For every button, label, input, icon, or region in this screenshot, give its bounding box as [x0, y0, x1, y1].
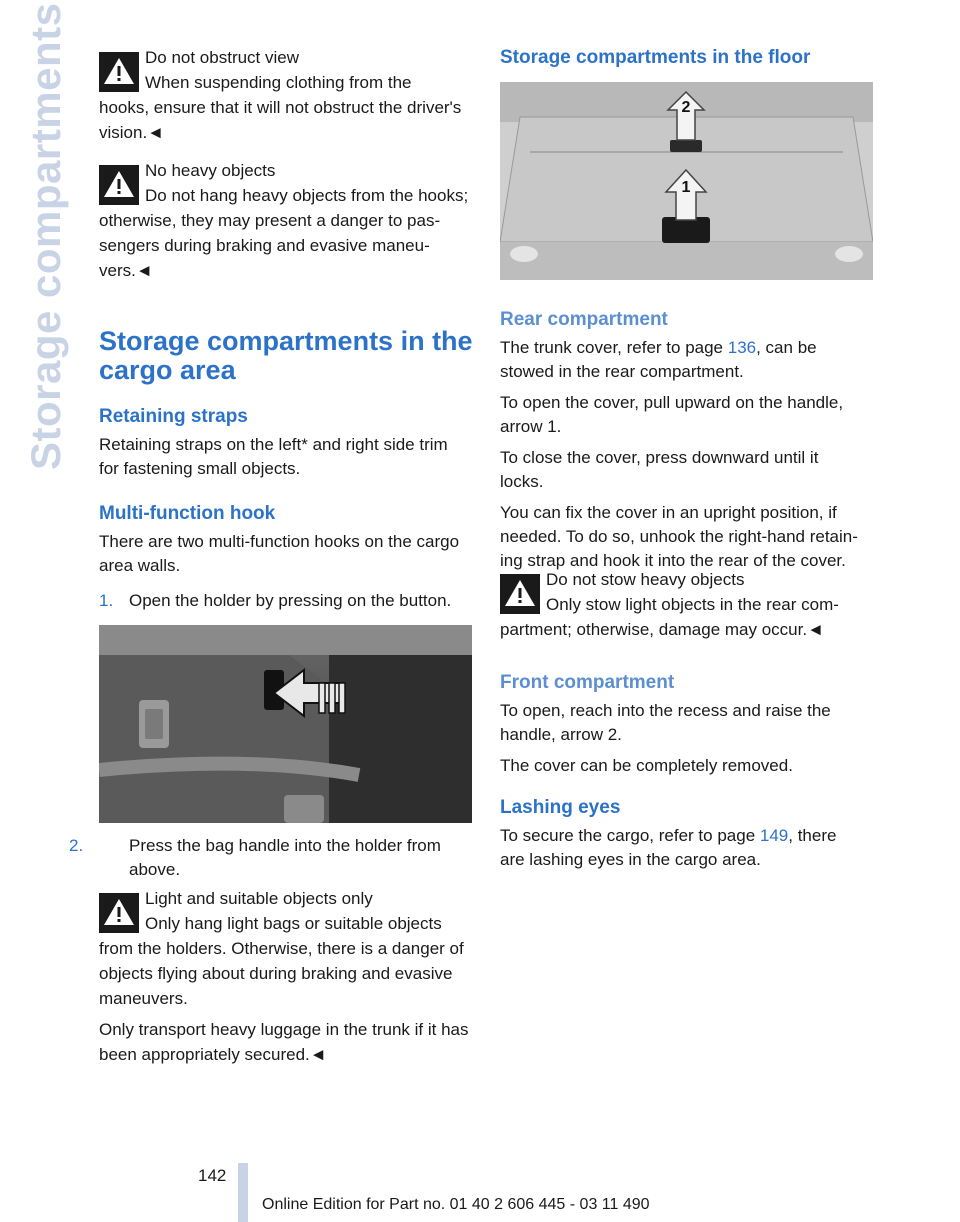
front-compartment-section	[500, 671, 874, 778]
warning-text: otherwise, they may present a danger to pas-	[99, 211, 441, 230]
body-text: Retaining straps on the left* and right side trim	[99, 435, 448, 454]
body-text: To open, reach into the recess and raise the	[500, 701, 831, 720]
body-text-part: The trunk cover, refer to page	[500, 338, 728, 357]
warning-text: hooks, ensure that it will not obstruct the driver's	[99, 98, 462, 117]
body-text	[500, 336, 874, 360]
step-text: above.	[129, 860, 181, 879]
warning-title: Do not stow heavy objects	[546, 570, 745, 589]
warning-text: sengers during braking and evasive maneu-	[99, 236, 430, 255]
warning-text: been appropriately secured.◄	[99, 1045, 327, 1064]
warning-text: maneuvers.	[99, 989, 188, 1008]
body-text: There are two multi-function hooks on the cargo	[99, 532, 460, 551]
hook-holder-illustration	[99, 625, 472, 823]
warning-text: Only stow light objects in the rear com-	[546, 595, 839, 614]
body-text-part: , can be	[756, 338, 817, 357]
body-text: The cover can be completely removed.	[500, 756, 793, 775]
warning-title: No heavy objects	[145, 161, 276, 180]
body-text: for fastening small objects.	[99, 459, 301, 478]
heading-line: Storage compartments in the	[99, 326, 473, 356]
body-text: needed. To do so, unhook the right-hand retain-	[500, 527, 858, 546]
online-edition-text: Online Edition for Part no. 01 40 2 606 445 - 03 11 490	[262, 1196, 650, 1213]
rear-compartment-section	[500, 308, 874, 573]
step-number: 1.	[99, 591, 114, 610]
warning-text: partment; otherwise, damage may occur.◄	[500, 620, 824, 639]
step-text: Open the holder by pressing on the button.	[129, 591, 452, 610]
floor-compartment-illustration	[500, 82, 873, 280]
step-2	[69, 834, 473, 882]
warning-no-heavy-objects	[99, 159, 473, 283]
page-link-136[interactable]: 136	[727, 338, 757, 357]
page-number: 142	[198, 1166, 227, 1185]
body-text: are lashing eyes in the cargo area.	[500, 850, 761, 869]
step-text: Press the bag handle into the holder from	[129, 836, 441, 855]
footer-divider	[238, 1163, 248, 1222]
warning-icon	[99, 893, 139, 933]
warning-text: When suspending clothing from the	[145, 73, 412, 92]
subheading: Storage compartments in the floor	[500, 47, 811, 68]
figure-arrow-label-2: 2	[681, 99, 691, 116]
warning-title: Light and suitable objects only	[145, 889, 373, 908]
floor-compartment-photo	[500, 82, 873, 280]
heading-line: cargo area	[99, 355, 236, 385]
warning-text: from the holders. Otherwise, there is a danger of	[99, 939, 464, 958]
warning-text: objects flying about during braking and evasive	[99, 964, 453, 983]
body-text: You can fix the cover in an upright position, if	[500, 503, 837, 522]
retaining-straps-section	[99, 405, 473, 481]
step-1	[99, 589, 473, 613]
body-text: handle, arrow 2.	[500, 725, 622, 744]
body-text-part: , there	[788, 826, 837, 845]
warning-icon	[99, 52, 139, 92]
warning-do-not-stow-heavy	[500, 568, 874, 642]
warning-text: vers.◄	[99, 261, 153, 280]
body-text	[500, 824, 874, 848]
body-text: To open the cover, pull upward on the handle,	[500, 393, 844, 412]
page-link-149[interactable]: 149	[759, 826, 789, 845]
body-text: locks.	[500, 472, 544, 491]
warning-title: Do not obstruct view	[145, 48, 300, 67]
subheading: Front compartment	[500, 672, 675, 693]
figure-arrow-label-1: 1	[681, 179, 691, 196]
step-number: 2.	[69, 836, 84, 855]
warning-text: vision.◄	[99, 123, 165, 142]
body-text: ing strap and hook it into the rear of the cover.	[500, 551, 846, 570]
multi-function-hook-section	[99, 502, 473, 578]
lashing-eyes-section	[500, 796, 874, 872]
warning-text: Only transport heavy luggage in the trunk if it has	[99, 1020, 469, 1039]
warning-text: Only hang light bags or suitable objects	[145, 914, 442, 933]
body-text: stowed in the rear compartment.	[500, 362, 744, 381]
warning-icon	[500, 574, 540, 614]
subheading: Lashing eyes	[500, 797, 621, 818]
body-text-part: To secure the cargo, refer to page	[500, 826, 760, 845]
warning-text: Do not hang heavy objects from the hooks;	[145, 186, 469, 205]
warning-obstruct-view	[99, 46, 473, 145]
side-section-title: Storage compartments	[22, 2, 69, 470]
body-text: To close the cover, press downward until it	[500, 448, 819, 467]
warning-icon	[99, 165, 139, 205]
hook-holder-photo	[99, 625, 472, 823]
subheading: Retaining straps	[99, 406, 248, 427]
body-text: area walls.	[99, 556, 181, 575]
floor-section-heading	[500, 46, 874, 70]
section-heading	[99, 327, 473, 385]
subheading: Multi-function hook	[99, 503, 276, 524]
warning-light-objects	[99, 887, 473, 1067]
body-text: arrow 1.	[500, 417, 562, 436]
subheading: Rear compartment	[500, 309, 668, 330]
